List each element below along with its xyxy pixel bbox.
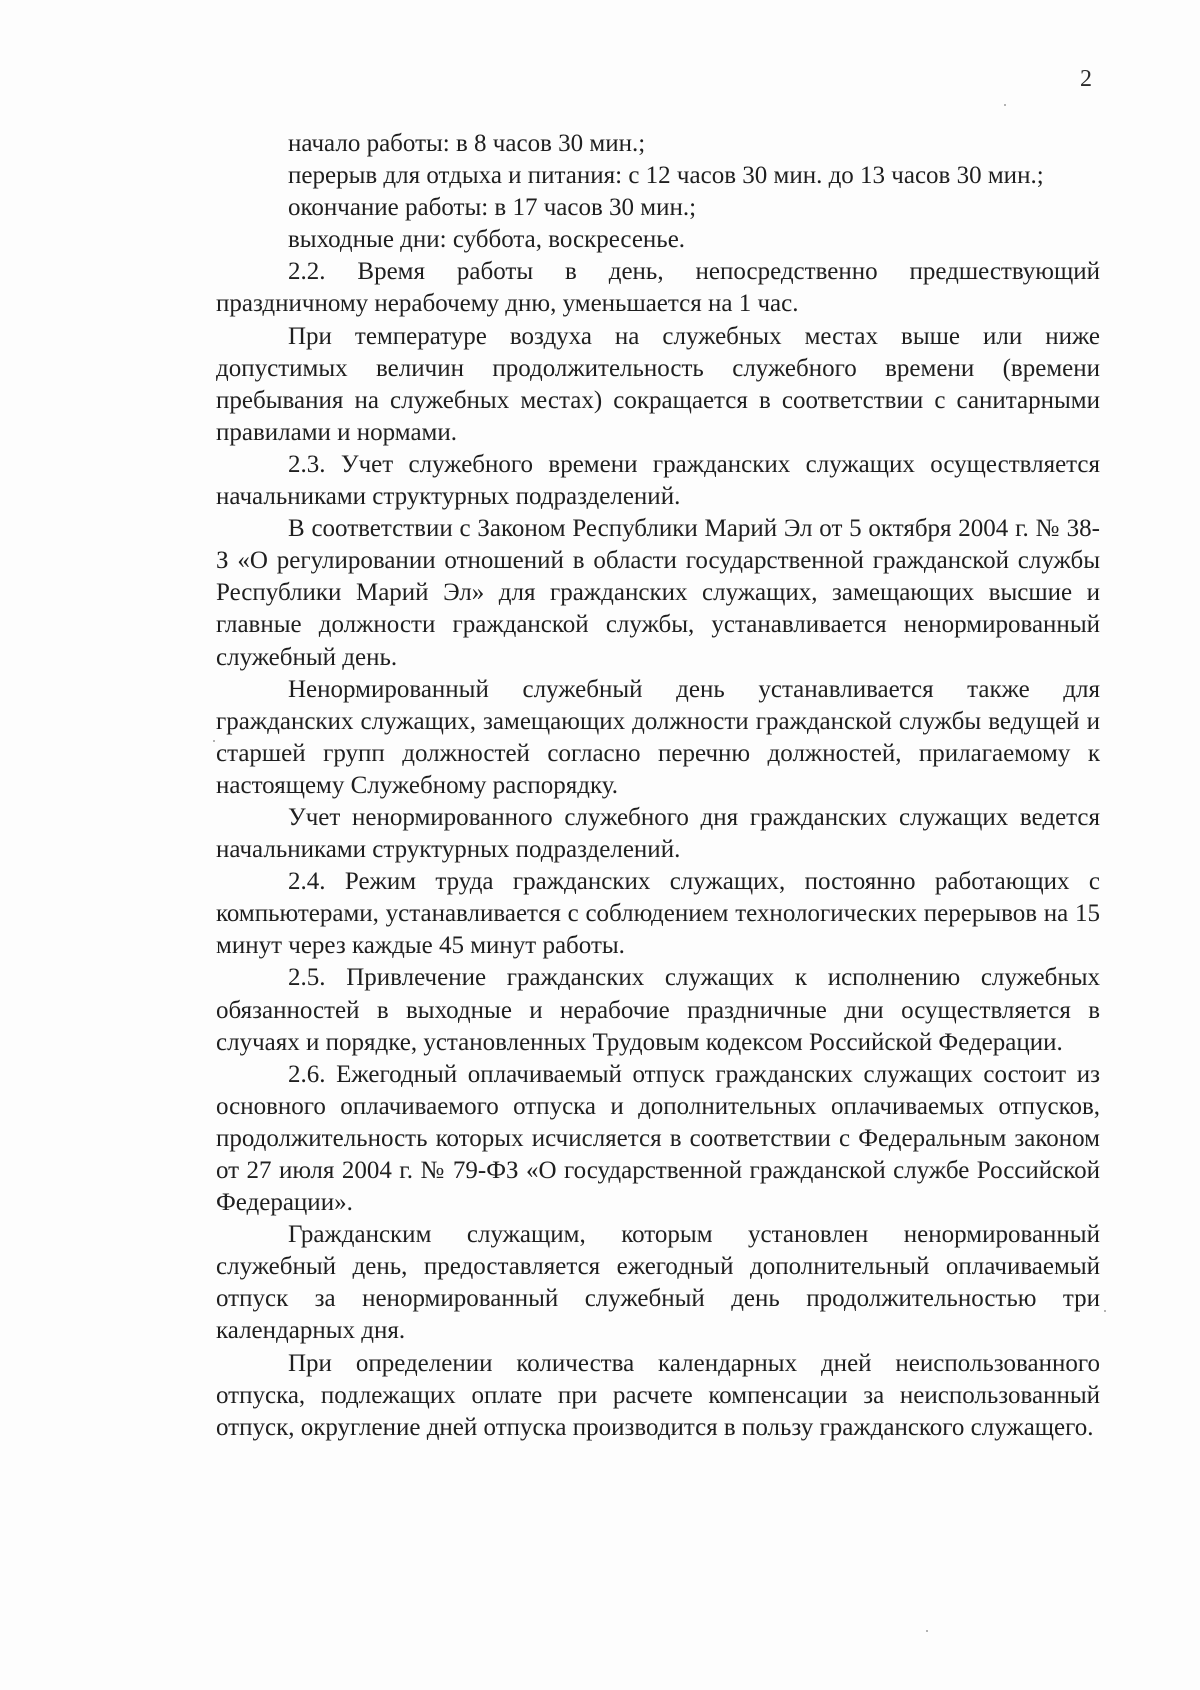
paragraph-2-4: 2.4. Режим труда гражданских служащих, постоянно работающих с компьютерами, устанавливается с соблюдением технологических перерывов на 15 минут через каждые 45 минут работы. (216, 868, 1100, 960)
paragraph-2-5: 2.5. Привлечение гражданских служащих к исполнению служебных обязанностей в выходные и нерабочие праздничные дни осуществляется в случаях и порядке, установленных Трудовым кодексом Российской Федерации. (216, 964, 1100, 1056)
paragraph-days-off: выходные дни: суббота, воскресенье. (288, 226, 686, 254)
paragraph-temperature: При температуре воздуха на служебных местах выше или ниже допустимых величин продолжительность служебного времени (времени пребывания на служебных местах) сокращается в соответствии с санитарными правилами и нормами. (216, 322, 1100, 446)
scan-speck (1004, 104, 1006, 106)
paragraph-2-2: 2.2. Время работы в день, непосредственно предшествующий праздничному нерабочему дню, уменьшается на 1 час. (216, 258, 1100, 318)
scan-speck (213, 740, 215, 742)
paragraph-irregular-day: Ненормированный служебный день устанавливается также для гражданских служащих, замещающих должности гражданской службы ведущей и старшей групп должностей согласно перечню должностей, прилагаемому к настоящему Служебному распорядку. (216, 675, 1100, 799)
paragraph-irregular-accounting: Учет ненормированного служебного дня гражданских служащих ведется начальниками структурных подразделений. (216, 803, 1100, 864)
scan-speck (1104, 1310, 1106, 1312)
page-number: 2 (1080, 66, 1092, 92)
paragraph-work-end: окончание работы: в 17 часов 30 мин.; (288, 194, 697, 222)
paragraph-law-reference: В соответствии с Законом Республики Марий Эл от 5 октября 2004 г. № 38-З «О регулировании отношений в области государственной гражданской службы Республики Марий Эл» для гражданских служащих, замещающих высшие и главные должности гражданской службы, устанавливается ненормированный служебный день. (216, 515, 1100, 671)
paragraph-lunch-break: перерыв для отдыха и питания: с 12 часов 30 мин. до 13 часов 30 мин.; (288, 162, 1044, 190)
paragraph-2-6: 2.6. Ежегодный оплачиваемый отпуск гражданских служащих состоит из основного оплачиваемого отпуска и дополнительных оплачиваемых отпусков, продолжительность которых исчисляется в соответствии с Федеральным законом от 27 июля 2004 г. № 79-ФЗ «О государственной гражданской службе Российской Федерации». (216, 1060, 1100, 1217)
paragraph-2-3: 2.3. Учет служебного времени гражданских служащих осуществляется начальниками структурных подразделений. (216, 450, 1100, 511)
paragraph-work-start: начало работы: в 8 часов 30 мин.; (288, 130, 646, 157)
document-body (216, 128, 1100, 1444)
paragraph-additional-leave: Гражданским служащим, которым установлен ненормированный служебный день, предоставляется ежегодный дополнительный оплачиваемый отпуск за ненормированный служебный день продолжительностью три календарных дня. (216, 1221, 1100, 1345)
paragraph-compensation: При определении количества календарных дней неиспользованного отпуска, подлежащих оплате при расчете компенсации за неиспользованный отпуск, округление дней отпуска производится в пользу гражданского служащего. (216, 1349, 1100, 1441)
scan-speck (926, 1630, 928, 1632)
